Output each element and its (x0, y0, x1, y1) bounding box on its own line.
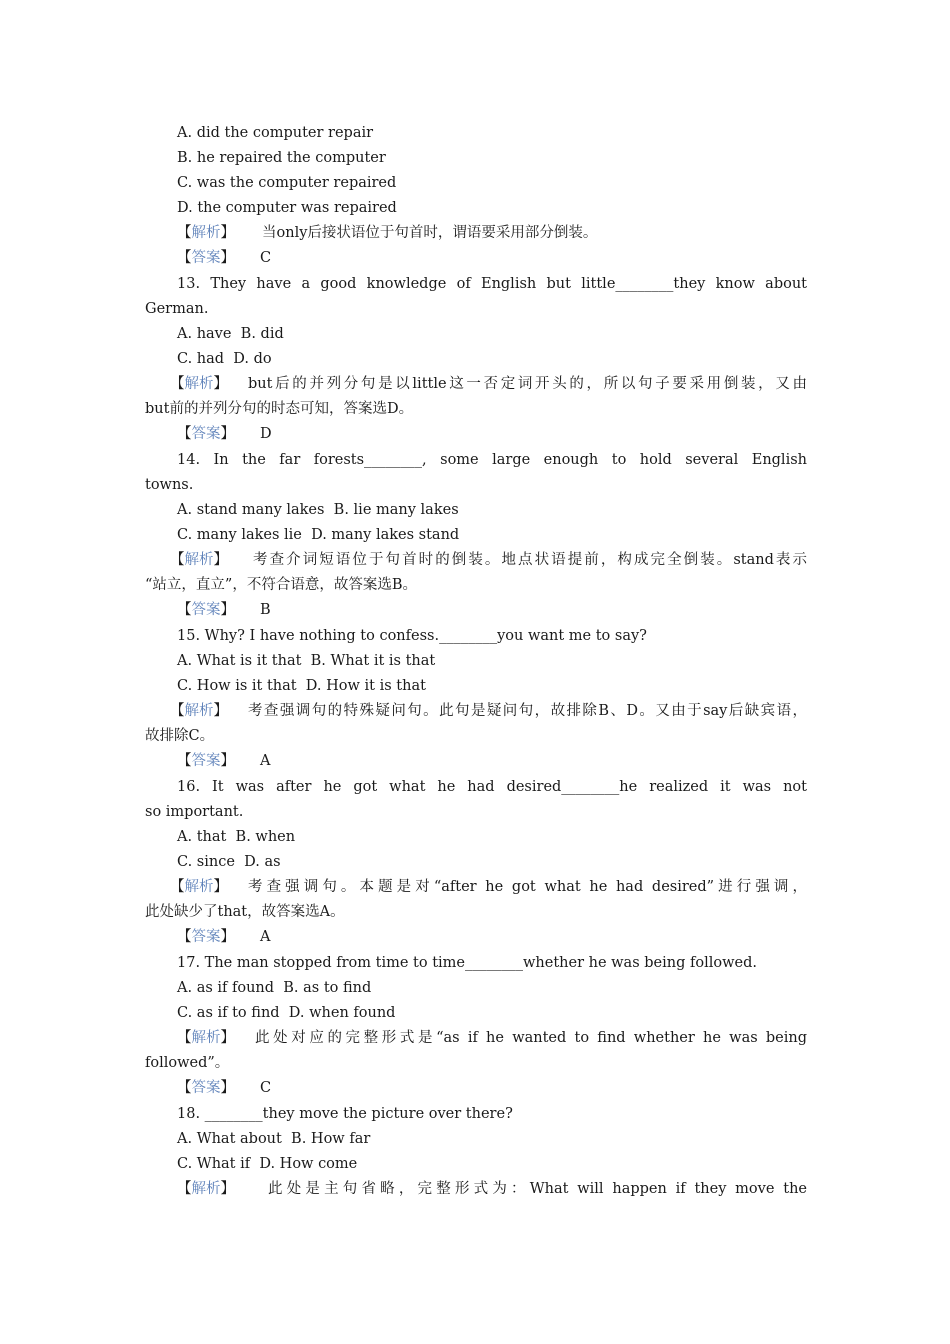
q16-options-line2: C. since D. as (177, 854, 281, 870)
q15-answer-value: A (260, 753, 271, 769)
q18-stem-line1: 18. ________they move the picture over there? (177, 1106, 513, 1122)
q17-options-line2: C. as if to find D. when found (177, 1005, 396, 1021)
q16-answer-value: A (260, 929, 271, 945)
bracket-close: 】 (220, 225, 235, 241)
q14-options-line2: C. many lakes lie D. many lakes stand (177, 527, 460, 543)
q16-stem-line1: 16. It was after he got what he had desired________he realized it was not (177, 779, 807, 795)
q12-option-b: B. he repaired the computer (177, 150, 386, 166)
q15-analysis-line1: 考查强调句的特殊疑问句。此句是疑问句，故排除B、D。又由于say后缺宾语， (248, 703, 807, 719)
q16-stem-line2: so important. (145, 804, 244, 820)
q14-stem-line2: towns. (145, 477, 194, 493)
q13-answer-tag: 【答案】 (177, 426, 235, 442)
q12-analysis-text: 当only后接状语位于句首时，谓语要采用部分倒装。 (262, 225, 598, 241)
q14-answer-tag: 【答案】 (177, 602, 235, 618)
q13-analysis-line1: but后的并列分句是以little这一否定词开头的，所以句子要采用倒装，又由 (248, 376, 807, 392)
q13-stem-line1: 13. They have a good knowledge of English but little________they know about (177, 276, 807, 292)
q13-stem-line2: German. (145, 301, 209, 317)
q16-answer-tag: 【答案】 (177, 929, 235, 945)
q12-option-c: C. was the computer repaired (177, 175, 397, 191)
q18-analysis-tag: 【解析】 (177, 1181, 235, 1197)
q16-analysis-line1: 考查强调句。本题是对“after he got what he had desired”进行强调， (248, 879, 807, 895)
q18-options-line1: A. What about B. How far (177, 1131, 371, 1147)
analysis-label: 解析 (191, 225, 221, 241)
q15-analysis-tag: 【解析】 (170, 703, 228, 719)
q15-options-line1: A. What is it that B. What it is that (177, 653, 436, 669)
q12-option-a: A. did the computer repair (177, 125, 374, 141)
q13-answer-value: D (260, 426, 272, 442)
q16-analysis-tag: 【解析】 (170, 879, 228, 895)
q17-analysis-tag: 【解析】 (177, 1030, 235, 1046)
q15-answer-tag: 【答案】 (177, 753, 235, 769)
answer-label: 答案 (191, 250, 221, 266)
q18-options-line2: C. What if D. How come (177, 1156, 358, 1172)
q13-options-line2: C. had D. do (177, 351, 272, 367)
q13-analysis-line2: but前的并列分句的时态可知，答案选D。 (145, 401, 414, 417)
q15-options-line2: C. How is it that D. How it is that (177, 678, 426, 694)
q17-analysis-line2: followed”。 (145, 1055, 230, 1071)
bracket-open: 【 (177, 225, 192, 241)
q14-answer-value: B (260, 602, 271, 618)
q12-analysis-tag (177, 221, 235, 246)
q15-analysis-line2: 故排除C。 (145, 728, 215, 744)
q16-analysis-line2: 此处缺少了that，故答案选A。 (145, 904, 345, 920)
q14-stem-line1: 14. In the far forests________, some large enough to hold several English (177, 452, 807, 468)
q17-options-line1: A. as if found B. as to find (177, 980, 372, 996)
q16-options-line1: A. that B. when (177, 829, 296, 845)
q12-answer-tag: 【答案】 (177, 250, 235, 266)
q14-options-line1: A. stand many lakes B. lie many lakes (177, 502, 459, 518)
q17-answer-value: C (260, 1080, 272, 1096)
q17-analysis-line1: 此处对应的完整形式是“as if he wanted to find whether he was being (255, 1030, 807, 1046)
q14-analysis-line2: “站立，直立”，不符合语意，故答案选B。 (145, 577, 417, 593)
q14-analysis-line1: 考查介词短语位于句首时的倒装。地点状语提前，构成完全倒装。stand表示 (253, 552, 807, 568)
q13-options-line1: A. have B. did (177, 326, 284, 342)
q13-analysis-tag: 【解析】 (170, 376, 228, 392)
q14-analysis-tag: 【解析】 (170, 552, 228, 568)
q17-stem-line1: 17. The man stopped from time to time________whether he was being followed. (177, 955, 757, 971)
q18-analysis-line1: 此处是主句省略，完整形式为：What will happen if they move the (268, 1181, 807, 1197)
q12-option-d: D. the computer was repaired (177, 200, 397, 216)
q12-answer-value: C (260, 250, 272, 266)
q17-answer-tag: 【答案】 (177, 1080, 235, 1096)
q15-stem-line1: 15. Why? I have nothing to confess.________you want me to say? (177, 628, 647, 644)
